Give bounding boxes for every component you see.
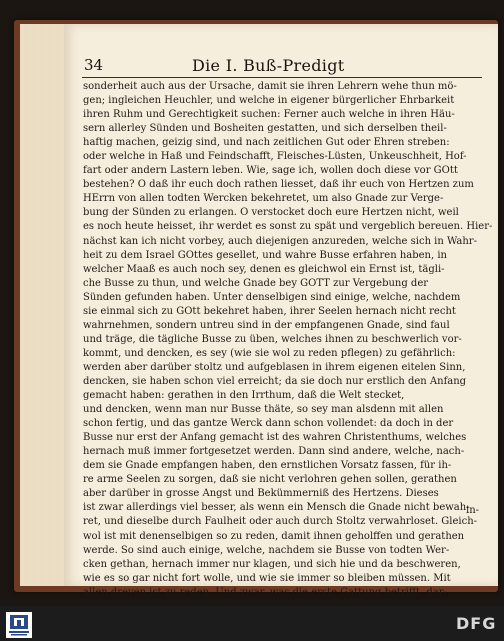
text-line: wol ist mit denenselbigen so zu reden, damit ihnen geholffen und gerathen (83, 530, 465, 542)
text-line: Sünden gefunden haben. Unter denselbigen sind einige, welche, nachdem (83, 291, 461, 303)
page-header (80, 56, 490, 76)
text-line: werde. So sind auch einige, welche, nachdem sie Busse von todten Wer- (83, 544, 450, 556)
text-line: wahrnehmen, sondern untreu sind in der empfangenen Gnade, sind faul (83, 319, 450, 331)
footer-bar (0, 606, 504, 641)
running-title: Die I. Buß-Predigt (192, 56, 345, 75)
text-line: bestehen? O daß ihr euch doch rathen liesset, daß ihr euch von Hertzen zum (83, 179, 474, 191)
body-text (83, 80, 503, 600)
text-line: oder welche in Haß und Feindschafft, Fleisches-Lüsten, Unkeuschheit, Hof- (83, 151, 467, 163)
text-line: HErrn von allen todten Wercken bekehretet, um also Gnade zur Verge- (83, 193, 444, 205)
text-line: ret, und dieselbe durch Faulheit oder auch durch Stoltz verwahrloset. Gleich- (83, 516, 478, 528)
text-line: dencken, sie haben schon viel erreicht; da sie doch nur erstlich den Anfang (83, 375, 467, 387)
text-line: allen dreyen ist zu reden. Und zwar, was die erste Gattung betrifft, dar- (83, 586, 447, 598)
text-line: und dencken, wenn man nur Busse thäte, so sey man alsdenn mit allen (83, 404, 444, 416)
page-edges (20, 24, 65, 586)
text-line: schon fertig, und das gantze Werck dann schon vollendet: da doch in der (83, 418, 454, 430)
text-line: re arme Seelen zu sorgen, daß sie nicht verlohren gehen sollen, gerathen (83, 474, 457, 486)
text-line: kommt, und dencken, es sey (wie sie wol zu reden pflegen) zu gefährlich: (83, 347, 456, 359)
text-line: ist zwar allerdings viel besser, als wenn ein Mensch die Gnade nicht bewah- (83, 502, 470, 514)
text-line: hernach muß immer fortgesetzet werden. Dann sind andere, welche, nach- (83, 446, 465, 458)
text-line: welcher Maaß es auch noch sey, denen es gleichwol ein Ernst ist, tägli- (83, 263, 445, 275)
text-line: es noch heute heisset, ihr werdet es sonst zu spät und vergeblich bereuen. Hier- (83, 221, 493, 233)
text-line: gen; ingleichen Heuchler, und welche in eigener bürgerlicher Ehrbarkeit (83, 95, 455, 107)
text-line: sie einmal sich zu GOtt bekehret haben, ihrer Seelen hernach nicht recht (83, 305, 456, 317)
text-line: aber darüber in grosse Angst und Bekümmerniß des Hertzens. Dieses (83, 488, 439, 500)
text-line: sonderheit auch aus der Ursache, damit sie ihren Lehrern wehe thun mö- (83, 81, 457, 92)
header-rule (82, 77, 482, 78)
catchword: in- (466, 505, 480, 516)
text-line: che Busse zu thun, und welche Gnade bey GOTT zur Vergebung der (83, 277, 429, 289)
text-line: nächst kan ich nicht vorbey, auch diejenigen anzureden, welche sich in Wahr- (83, 235, 477, 247)
text-line: Busse nur erst der Anfang gemacht ist des wahren Christenthums, welches (83, 432, 467, 444)
text-line: werden aber darüber stoltz und aufgeblasen in ihrem eigenen eitelen Sinn, (83, 361, 466, 373)
page-number: 34 (84, 56, 104, 74)
text-line: fart oder andern Lastern leben. Wie, sage ich, wollen doch diese vor GOtt (83, 165, 458, 177)
text-line: heit zu dem Israel GOttes gesellet, und wahre Busse erfahren haben, in (83, 249, 447, 261)
text-line: cken gethan, hernach immer nur klagen, und sich hie und da beschweren, (83, 558, 461, 570)
text-line: haftig machen, geizig sind, und nach zeitlichen Gut oder Ehren streben: (83, 137, 450, 149)
foundation-logo-icon (6, 612, 32, 638)
text-line: sern allerley Sünden und Bosheiten gestatten, und sich derselben theil- (83, 123, 447, 135)
text-line: bung der Sünden zu erlangen. O verstocket doch eure Hertzen nicht, weil (83, 207, 459, 219)
text-line: wie es so gar nicht fort wolle, und wie sie immer so bleiben müssen. Mit (83, 572, 451, 584)
text-line: dem sie Gnade empfangen haben, den ernstlichen Vorsatz fassen, für ih- (83, 460, 452, 472)
text-line: gemacht haben: gerathen in den Irrthum, daß die Welt stecket, (83, 390, 405, 402)
footer-mark: DFG (456, 614, 497, 633)
text-line: ihren Ruhm und Gerechtigkeit suchen: Ferner auch welche in ihren Häu- (83, 109, 455, 121)
text-line: und träge, die tägliche Busse zu üben, welches ihnen zu beschwerlich vor- (83, 333, 462, 345)
